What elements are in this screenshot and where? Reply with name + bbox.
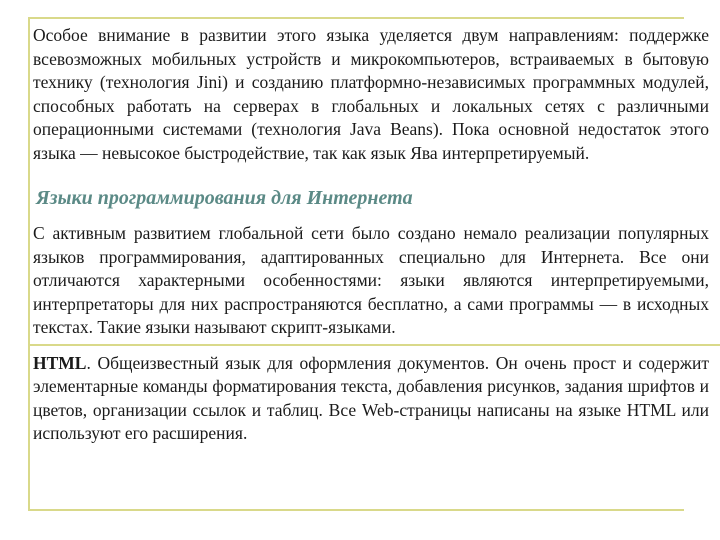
frame-left-border [28,17,30,511]
document-body [33,24,709,446]
frame-top-border [28,17,684,19]
paragraph-java: Особое внимание в развитии этого языка уделяется двум направлениям: поддержке всевозможных мобильных устройств и микрокомпьютеров, встраиваемых в бытовую технику (технология Jini) и созданию платформно-независимых программных модулей, способных работать на серверах в глобальных и локальных сетях с различными операционными системами (технология Java Beans). Пока основной недостаток этого языка — невысокое быстродействие, так как язык Ява интерпретируемый. [33,25,709,163]
paragraph-html [33,352,709,446]
section-divider [28,344,720,346]
html-term: HTML [33,352,87,373]
html-description: . Общеизвестный язык для оформления документов. Он очень прост и содержит элементарные команды форматирования текста, добавления рисунков, задания шрифтов и цветов, организации ссылок и таблиц. Все Web-страницы написаны на языке HTML или используют его расширения. [33,352,709,443]
frame-bottom-border [28,509,684,511]
section-heading: Языки программирования для Интернета [36,187,413,209]
paragraph-internet-languages: С активным развитием глобальной сети было создано немало реализации популярных языков программирования, адаптированных специально для Интернета. Все они отличаются характерными особенностями: языки являются интерпретируемыми, интерпретаторы для них распространяются бесплатно, а сами программы — в исходных текстах. Такие языки называют скрипт-языками. [33,223,709,337]
